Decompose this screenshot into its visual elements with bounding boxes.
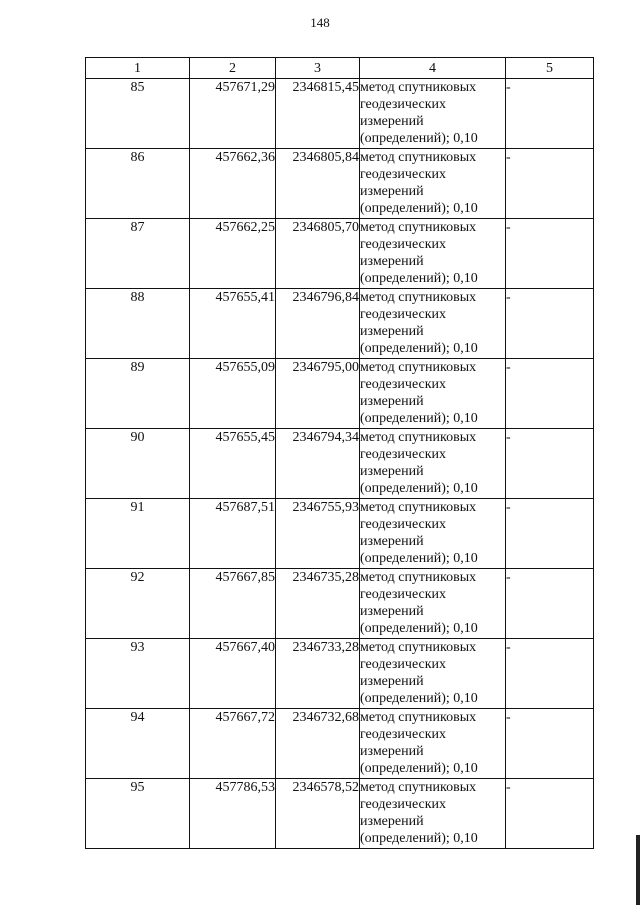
point-number-cell: 93 xyxy=(86,639,190,709)
description-cell: - xyxy=(506,289,594,359)
method-cell: метод спутниковых геодезических измерений (определений); 0,10 xyxy=(360,79,506,149)
column-header-5: 5 xyxy=(506,58,594,79)
description-cell: - xyxy=(506,639,594,709)
method-cell: метод спутниковых геодезических измерений (определений); 0,10 xyxy=(360,219,506,289)
description-cell: - xyxy=(506,779,594,849)
x-coordinate-cell: 457655,45 xyxy=(190,429,276,499)
y-coordinate-cell: 2346755,93 xyxy=(276,499,360,569)
method-cell: метод спутниковых геодезических измерений (определений); 0,10 xyxy=(360,429,506,499)
table-row xyxy=(86,569,594,639)
description-cell: - xyxy=(506,429,594,499)
x-coordinate-cell: 457667,40 xyxy=(190,639,276,709)
method-cell: метод спутниковых геодезических измерений (определений); 0,10 xyxy=(360,149,506,219)
description-cell: - xyxy=(506,79,594,149)
x-coordinate-cell: 457786,53 xyxy=(190,779,276,849)
description-cell: - xyxy=(506,359,594,429)
method-cell: метод спутниковых геодезических измерений (определений); 0,10 xyxy=(360,639,506,709)
y-coordinate-cell: 2346732,68 xyxy=(276,709,360,779)
point-number-cell: 91 xyxy=(86,499,190,569)
y-coordinate-cell: 2346733,28 xyxy=(276,639,360,709)
table-header-row xyxy=(86,58,594,79)
description-cell: - xyxy=(506,569,594,639)
x-coordinate-cell: 457662,36 xyxy=(190,149,276,219)
table-row xyxy=(86,499,594,569)
y-coordinate-cell: 2346815,45 xyxy=(276,79,360,149)
y-coordinate-cell: 2346578,52 xyxy=(276,779,360,849)
y-coordinate-cell: 2346796,84 xyxy=(276,289,360,359)
x-coordinate-cell: 457655,41 xyxy=(190,289,276,359)
description-cell: - xyxy=(506,499,594,569)
point-number-cell: 87 xyxy=(86,219,190,289)
table-row xyxy=(86,79,594,149)
point-number-cell: 92 xyxy=(86,569,190,639)
column-header-1: 1 xyxy=(86,58,190,79)
x-coordinate-cell: 457671,29 xyxy=(190,79,276,149)
method-cell: метод спутниковых геодезических измерений (определений); 0,10 xyxy=(360,359,506,429)
method-cell: метод спутниковых геодезических измерений (определений); 0,10 xyxy=(360,779,506,849)
table-row xyxy=(86,359,594,429)
y-coordinate-cell: 2346794,34 xyxy=(276,429,360,499)
table-row xyxy=(86,219,594,289)
column-header-2: 2 xyxy=(190,58,276,79)
point-number-cell: 89 xyxy=(86,359,190,429)
point-number-cell: 90 xyxy=(86,429,190,499)
column-header-4: 4 xyxy=(360,58,506,79)
point-number-cell: 85 xyxy=(86,79,190,149)
x-coordinate-cell: 457687,51 xyxy=(190,499,276,569)
method-cell: метод спутниковых геодезических измерений (определений); 0,10 xyxy=(360,709,506,779)
point-number-cell: 94 xyxy=(86,709,190,779)
table-row xyxy=(86,429,594,499)
method-cell: метод спутниковых геодезических измерений (определений); 0,10 xyxy=(360,289,506,359)
table-row xyxy=(86,779,594,849)
x-coordinate-cell: 457662,25 xyxy=(190,219,276,289)
y-coordinate-cell: 2346805,84 xyxy=(276,149,360,219)
x-coordinate-cell: 457667,85 xyxy=(190,569,276,639)
point-number-cell: 88 xyxy=(86,289,190,359)
point-number-cell: 86 xyxy=(86,149,190,219)
scan-edge-mark xyxy=(636,835,640,905)
table-row xyxy=(86,639,594,709)
method-cell: метод спутниковых геодезических измерений (определений); 0,10 xyxy=(360,569,506,639)
point-number-cell: 95 xyxy=(86,779,190,849)
description-cell: - xyxy=(506,709,594,779)
y-coordinate-cell: 2346735,28 xyxy=(276,569,360,639)
x-coordinate-cell: 457655,09 xyxy=(190,359,276,429)
column-header-3: 3 xyxy=(276,58,360,79)
page-number: 148 xyxy=(310,15,330,30)
y-coordinate-cell: 2346805,70 xyxy=(276,219,360,289)
x-coordinate-cell: 457667,72 xyxy=(190,709,276,779)
table-row xyxy=(86,149,594,219)
y-coordinate-cell: 2346795,00 xyxy=(276,359,360,429)
method-cell: метод спутниковых геодезических измерений (определений); 0,10 xyxy=(360,499,506,569)
description-cell: - xyxy=(506,219,594,289)
table-row xyxy=(86,289,594,359)
coordinates-table xyxy=(85,57,594,849)
table-row xyxy=(86,709,594,779)
description-cell: - xyxy=(506,149,594,219)
